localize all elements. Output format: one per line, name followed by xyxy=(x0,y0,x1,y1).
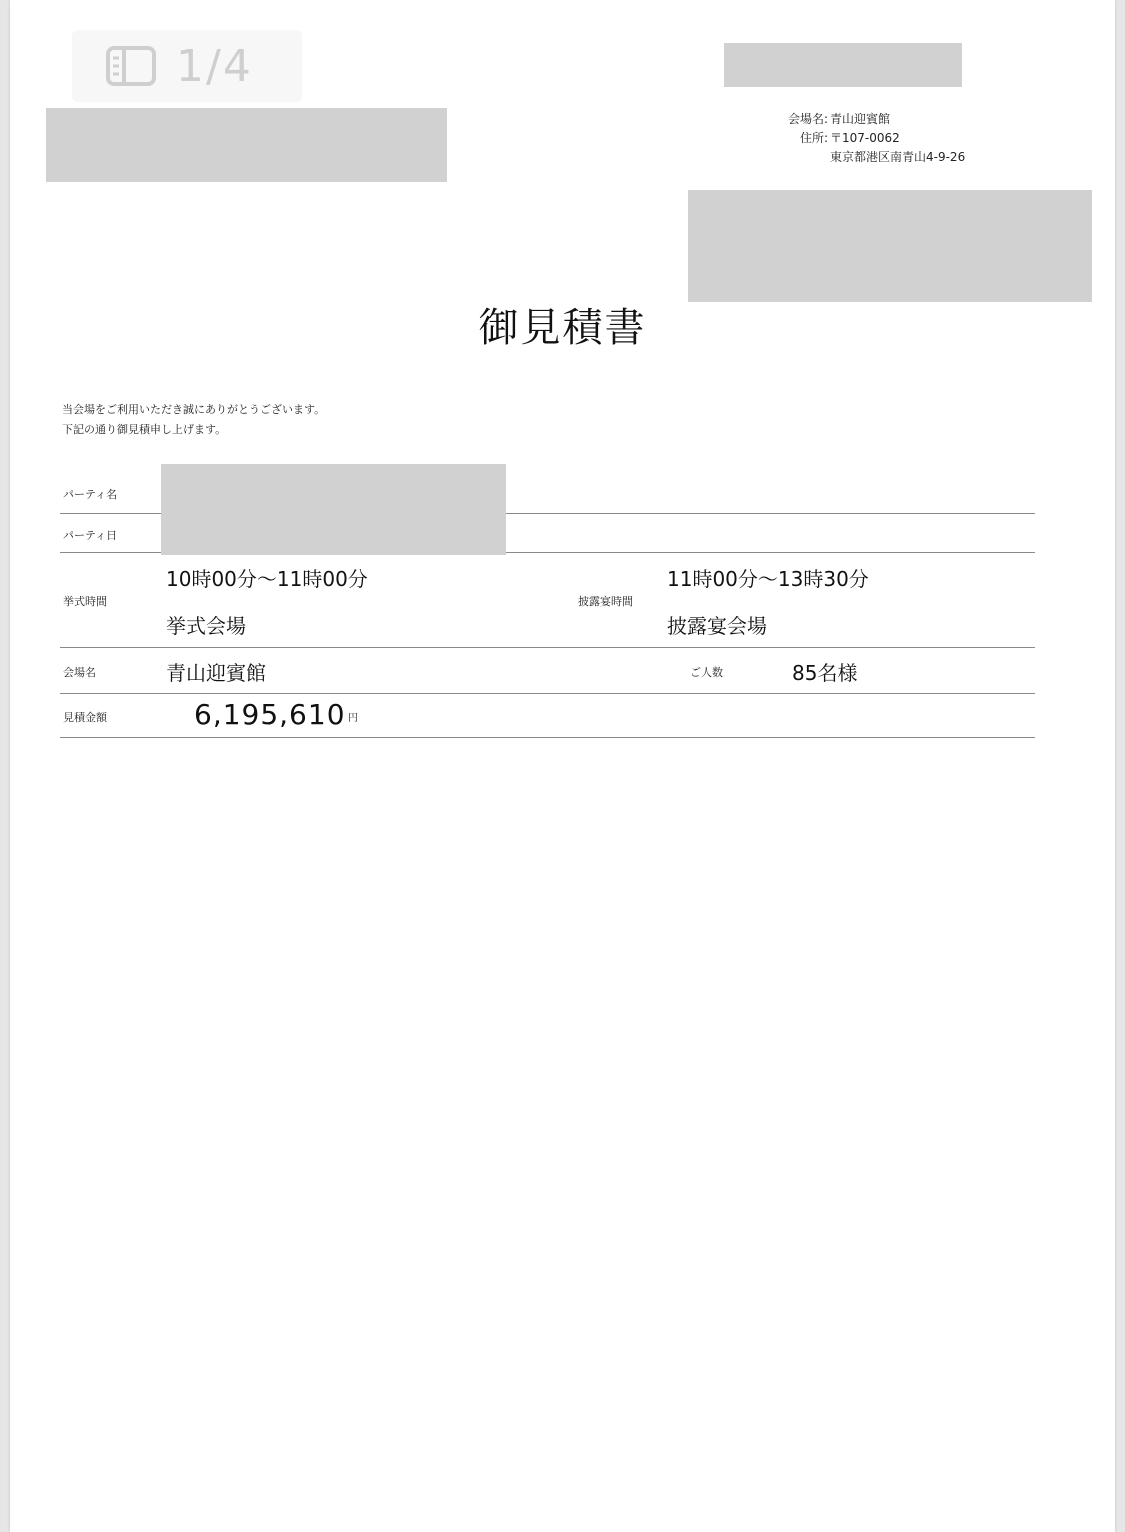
party-date-label: パーティ日 xyxy=(63,529,118,542)
reception-venue: 披露宴会場 xyxy=(667,614,767,638)
greeting xyxy=(62,400,325,440)
amount-row xyxy=(60,694,1035,738)
venue-name-field: 青山迎賓館 xyxy=(166,661,266,685)
redacted-issuer xyxy=(724,43,962,87)
venue-postal: 〒107-0062 xyxy=(830,131,900,145)
venue-address: 東京都港区南青山4-9-26 xyxy=(830,150,966,164)
document-page xyxy=(10,0,1115,1532)
guests-count: 85名様 xyxy=(792,661,858,685)
venue-name-row xyxy=(776,110,965,129)
ceremony-time: 10時00分～11時00分 xyxy=(166,567,368,591)
venue-info xyxy=(776,110,965,167)
amount-unit: 円 xyxy=(348,713,358,724)
amount-label: 見積金額 xyxy=(63,711,107,724)
ceremony-venue: 挙式会場 xyxy=(166,614,246,638)
time-row xyxy=(60,553,1035,648)
greeting-line-2: 下記の通り御見積申し上げます。 xyxy=(62,423,227,436)
page-indicator-text: 1/4 xyxy=(176,40,253,92)
greeting-line-1: 当会場をご利用いただき誠にありがとうございます。 xyxy=(62,403,326,416)
venue-address-row xyxy=(776,148,965,167)
venue-postal-row xyxy=(776,129,965,148)
reception-time: 11時00分～13時30分 xyxy=(667,567,869,591)
venue-name-label: 会場名: xyxy=(787,112,828,126)
guests-label: ご人数 xyxy=(690,666,723,679)
estimate-amount: 6,195,610 xyxy=(194,698,346,731)
ceremony-time-label: 挙式時間 xyxy=(63,595,107,608)
venue-address-label: 住所: xyxy=(799,131,828,145)
redacted-company-info xyxy=(688,190,1092,302)
reception-time-label: 披露宴時間 xyxy=(578,595,633,608)
venue-name-field-label: 会場名 xyxy=(63,666,96,679)
redacted-recipient xyxy=(46,108,447,182)
sidebar-icon xyxy=(106,46,156,86)
party-name-label: パーティ名 xyxy=(63,488,118,501)
page-indicator[interactable] xyxy=(72,30,302,102)
redacted-party-details xyxy=(161,464,506,555)
document-title: 御見積書 xyxy=(478,305,647,351)
venue-name: 青山迎賓館 xyxy=(830,112,891,126)
venue-guests-row xyxy=(60,648,1035,694)
